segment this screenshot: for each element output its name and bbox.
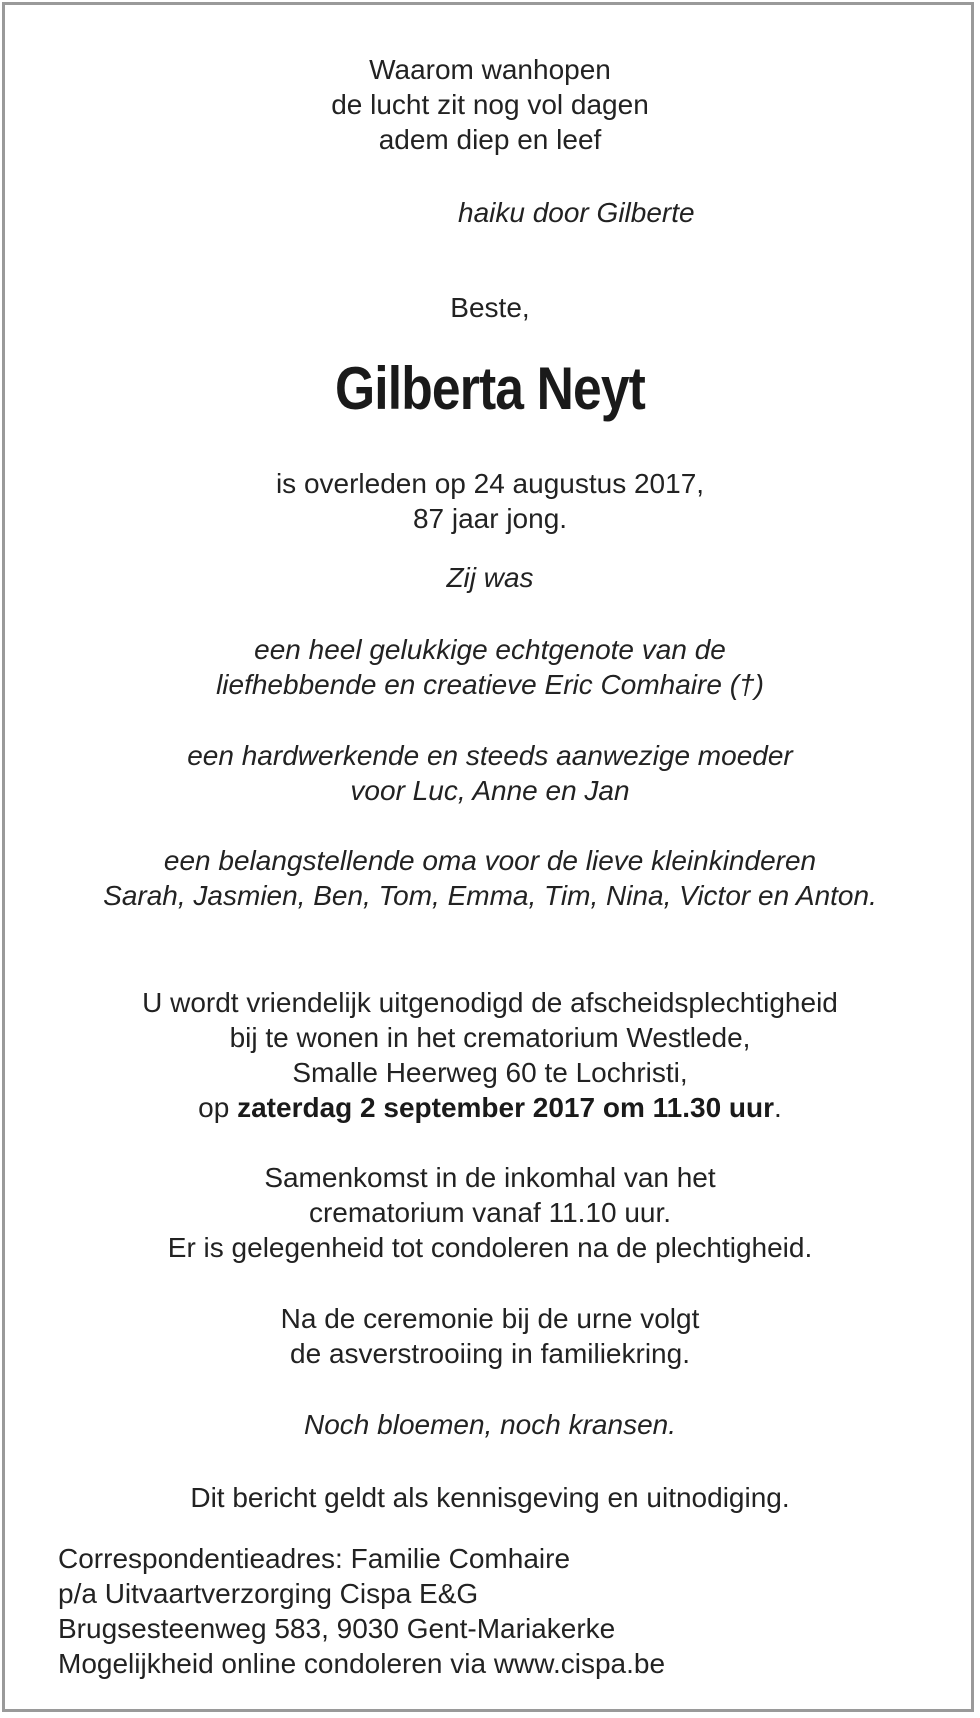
haiku-line-3: adem diep en leef	[378, 124, 602, 155]
ceremony-date-bold: zaterdag 2 september 2017 om 11.30 uur	[237, 1092, 775, 1123]
gathering-line-2: crematorium vanaf 11.10 uur.	[308, 1197, 672, 1228]
correspondence-line-2: p/a Uitvaartverzorging Cispa E&G	[58, 1578, 479, 1609]
death-notice-line-2: 87 jaar jong.	[412, 503, 568, 534]
tribute-spouse-line-2: liefhebbende en creatieve Eric Comhaire (†)	[216, 669, 764, 700]
correspondence-line-3: Brugsesteenweg 583, 9030 Gent-Mariakerke	[58, 1613, 616, 1644]
gathering-line-1: Samenkomst in de inkomhal van het	[264, 1162, 716, 1193]
correspondence-line-4: Mogelijkheid online condoleren via www.cispa.be	[58, 1648, 666, 1679]
correspondence-line-1: Correspondentieadres: Familie Comhaire	[58, 1543, 571, 1574]
ceremony-date-prefix: op	[198, 1092, 238, 1123]
urn-line-2: de asverstrooiing in familiekring.	[290, 1338, 690, 1369]
deceased-name: Gilberta Neyt	[334, 355, 645, 422]
greeting: Beste,	[450, 292, 530, 323]
ceremony-line-2: bij te wonen in het crematorium Westlede,	[229, 1022, 751, 1053]
tribute-mother-line-2: voor Luc, Anne en Jan	[350, 775, 630, 806]
tribute-spouse-line-1: een heel gelukkige echtgenote van de	[254, 634, 726, 665]
notice-text: Dit bericht geldt als kennisgeving en uitnodiging.	[190, 1482, 790, 1513]
tribute-grandmother-line-1: een belangstellende oma voor de lieve kleinkinderen	[163, 845, 817, 876]
haiku-credit: haiku door Gilberte	[458, 197, 695, 228]
tribute-intro: Zij was	[446, 562, 534, 593]
ceremony-line-3: Smalle Heerweg 60 te Lochristi,	[292, 1057, 688, 1088]
gathering-line-3: Er is gelegenheid tot condoleren na de plechtigheid.	[167, 1232, 813, 1263]
ceremony-date-suffix: .	[774, 1092, 782, 1123]
flowers-note: Noch bloemen, noch kransen.	[304, 1409, 676, 1440]
haiku-line-1: Waarom wanhopen	[369, 54, 611, 85]
tribute-grandmother-line-2: Sarah, Jasmien, Ben, Tom, Emma, Tim, Nina, Victor en Anton.	[103, 880, 877, 911]
haiku-line-2: de lucht zit nog vol dagen	[331, 89, 649, 120]
tribute-mother-line-1: een hardwerkende en steeds aanwezige moeder	[187, 740, 793, 771]
urn-line-1: Na de ceremonie bij de urne volgt	[280, 1303, 700, 1334]
ceremony-line-1: U wordt vriendelijk uitgenodigd de afscheidsplechtigheid	[142, 987, 838, 1018]
ceremony-date	[0, 1090, 980, 1125]
death-notice-line-1: is overleden op 24 augustus 2017,	[275, 468, 705, 499]
